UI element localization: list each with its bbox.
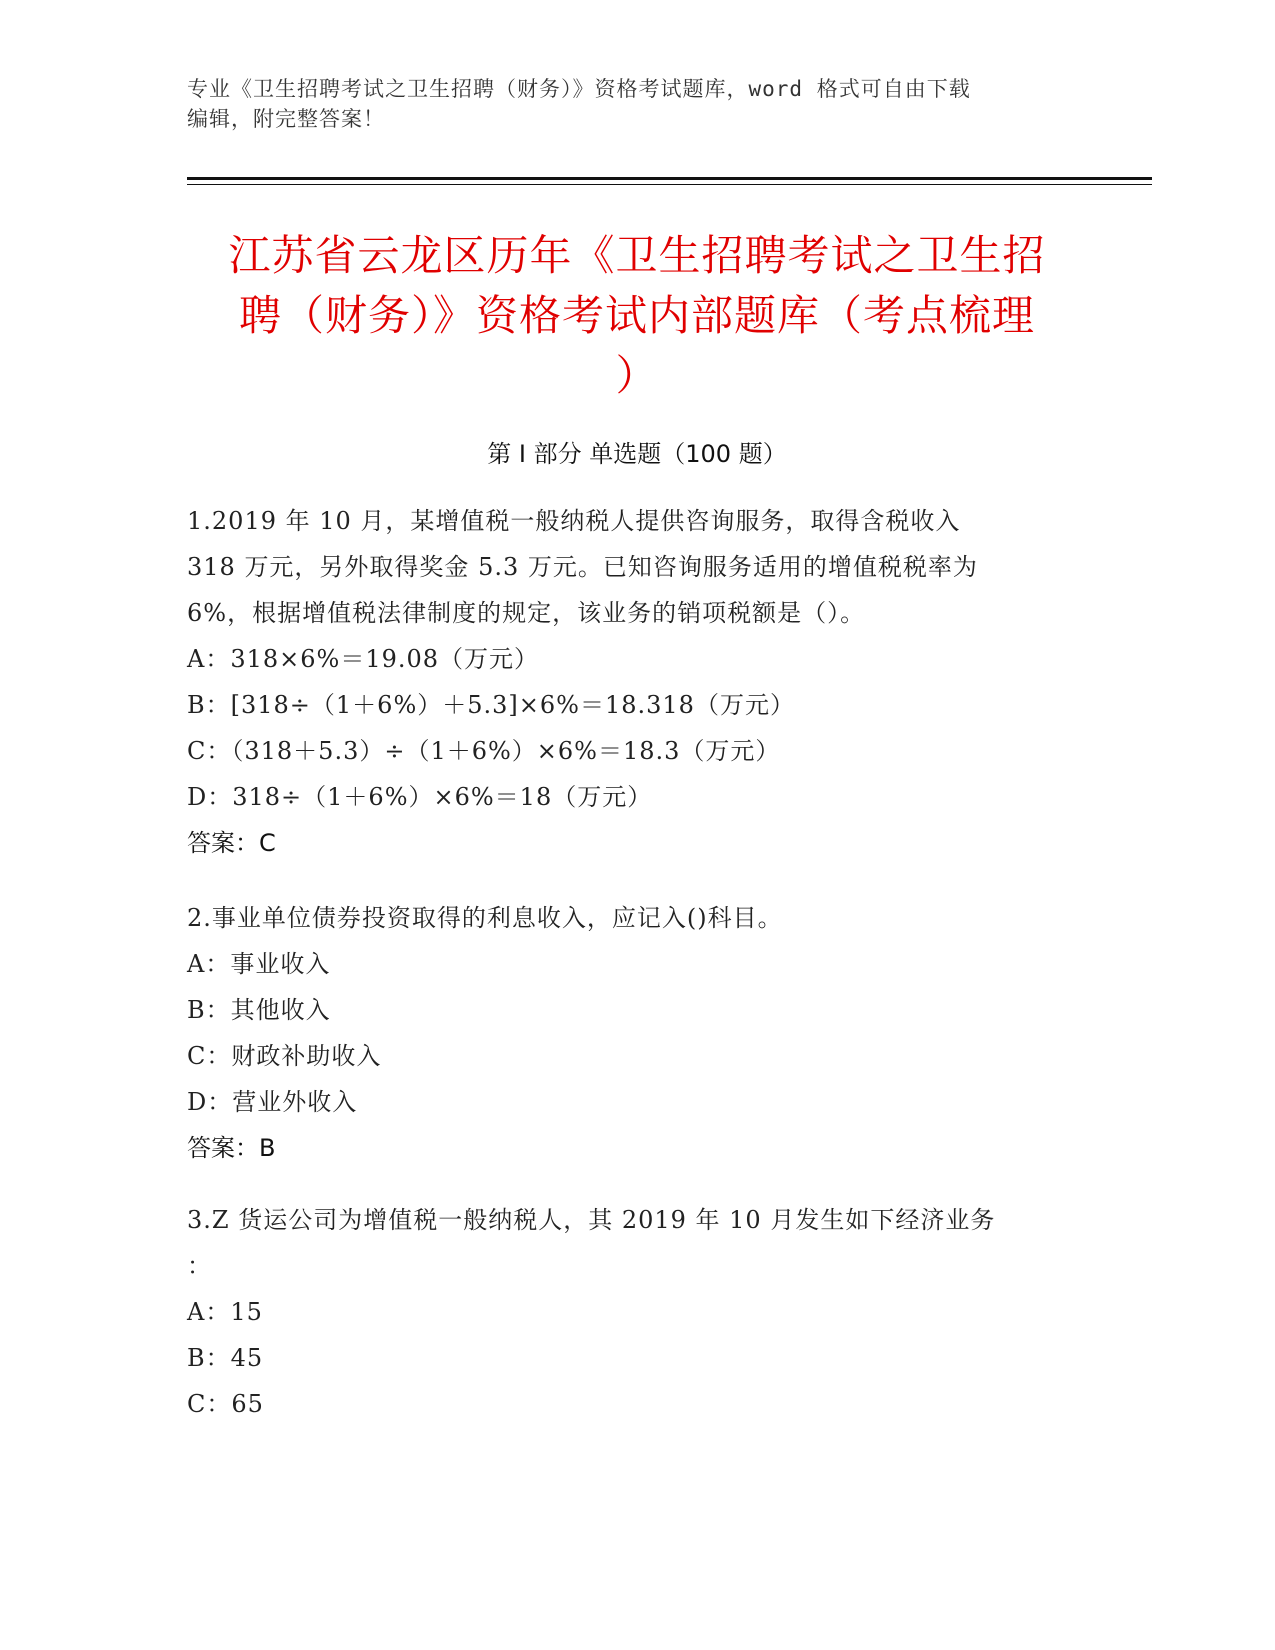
option-d: D：营业外收入 — [187, 1088, 358, 1116]
document-header-note — [187, 74, 1087, 134]
option-b: B：45 — [187, 1344, 264, 1372]
option-a: A：15 — [187, 1298, 263, 1326]
option-c: C：65 — [187, 1390, 264, 1418]
title-line: 聘（财务）》资格考试内部题库（考点梳理 — [238, 291, 1035, 340]
header-note-line: 编辑，附完整答案！ — [187, 107, 385, 131]
header-note-line: 专业《卫生招聘考试之卫生招聘（财务）》资格考试题库，word 格式可自由下载 — [187, 77, 971, 101]
question-stem-line: ： — [187, 1252, 212, 1280]
option-b: B：[318÷（1＋6%）＋5.3]×6%＝18.318（万元） — [187, 691, 795, 719]
question-stem-line: 6%，根据增值税法律制度的规定，该业务的销项税额是（）。 — [187, 599, 866, 627]
option-c: C：（318＋5.3）÷（1＋6%）×6%＝18.3（万元） — [187, 737, 781, 765]
option-c: C：财政补助收入 — [187, 1042, 382, 1070]
question-stem-line: 1.2019 年 10 月，某增值税一般纳税人提供咨询服务，取得含税收入 — [187, 507, 961, 535]
question-1 — [187, 498, 1087, 866]
question-stem-line: 2.事业单位债券投资取得的利息收入，应记入()科目。 — [187, 904, 783, 932]
answer-label: 答案：B — [187, 1134, 276, 1162]
section-heading: 第 I 部分 单选题（100 题） — [487, 440, 787, 468]
header-divider-thick — [187, 177, 1152, 180]
option-a: A：318×6%＝19.08（万元） — [187, 645, 540, 673]
option-d: D：318÷（1＋6%）×6%＝18（万元） — [187, 783, 653, 811]
answer-label: 答案：C — [187, 829, 276, 857]
question-2 — [187, 895, 1087, 1171]
title-line: ） — [615, 351, 659, 400]
document-title — [187, 226, 1087, 406]
header-divider-thin — [187, 184, 1152, 185]
option-b: B：其他收入 — [187, 996, 331, 1024]
question-stem-line: 318 万元，另外取得奖金 5.3 万元。已知咨询服务适用的增值税税率为 — [187, 553, 978, 581]
question-3 — [187, 1197, 1087, 1427]
question-stem-line: 3.Z 货运公司为增值税一般纳税人，其 2019 年 10 月发生如下经济业务 — [187, 1206, 996, 1234]
title-line: 江苏省云龙区历年《卫生招聘考试之卫生招 — [228, 231, 1046, 280]
option-a: A：事业收入 — [187, 950, 331, 978]
